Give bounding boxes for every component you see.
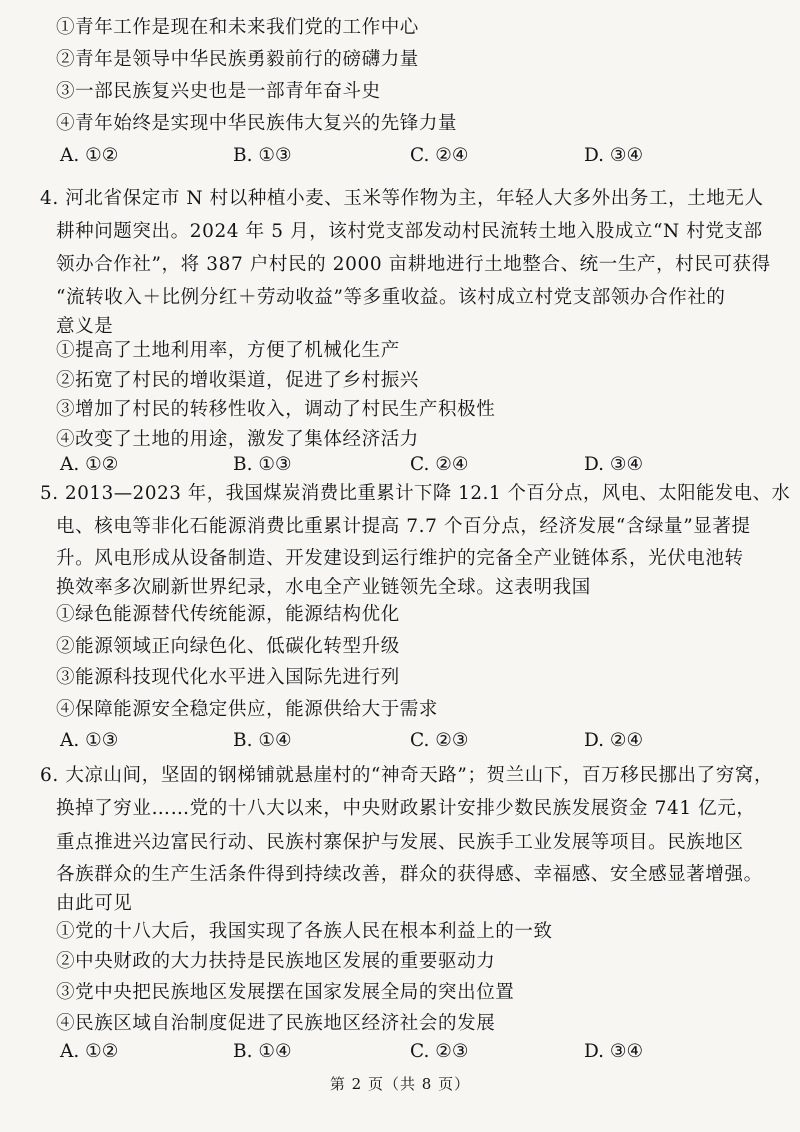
q6-text-line-4: 各族群众的生产生活条件得到持续改善，群众的获得感、幸福感、安全感显著增强。: [56, 864, 763, 885]
q4-text-line-4: “流转收入＋比例分红＋劳动收益”等多重收益。该村成立村党支部领办合作社的: [56, 287, 726, 308]
q5-statement-1: ①绿色能源替代传统能源，能源结构优化: [56, 604, 400, 625]
q4-statement-3: ③增加了村民的转移性收入，调动了村民生产积极性: [56, 399, 496, 420]
q3-choice-a: A. ①②: [60, 145, 119, 166]
q6-choice-a: A. ①②: [60, 1041, 119, 1062]
q5-choice-b: B. ①④: [233, 730, 292, 751]
q4-text-line-1: 4. 河北省保定市 N 村以种植小麦、玉米等作物为主，年轻人大多外出务工，土地无人: [40, 188, 764, 209]
q5-text-line-4: 换效率多次刷新世界纪录，水电全产业链领先全球。这表明我国: [56, 577, 591, 598]
q5-text-line-2: 电、核电等非化石能源消费比重累计提高 7.7 个百分点，经济发展“含绿量”显著提: [56, 516, 751, 537]
q5-statement-4: ④保障能源安全稳定供应，能源供给大于需求: [56, 699, 439, 720]
page-footer: 第 2 页（共 8 页）: [329, 1075, 471, 1093]
q4-choice-c: C. ②④: [410, 454, 469, 475]
q4-text-line-5: 意义是: [56, 316, 114, 337]
q3-statement-4: ④青年始终是实现中华民族伟大复兴的先锋力量: [56, 113, 458, 134]
q3-statement-3: ③一部民族复兴史也是一部青年奋斗史: [56, 81, 381, 102]
q6-text-line-2: 换掉了穷业……党的十八大以来，中央财政累计安排少数民族发展资金 741 亿元，: [56, 798, 756, 819]
q4-text-line-3: 领办合作社”，将 387 户村民的 2000 亩耕地进行土地整合、统一生产，村民可获得: [56, 254, 771, 275]
q4-choice-b: B. ①③: [233, 454, 292, 475]
q5-text-line-3: 升。风电形成从设备制造、开发建设到运行维护的完备全产业链体系，光伏电池转: [56, 548, 744, 569]
q6-statement-2: ②中央财政的大力扶持是民族地区发展的重要驱动力: [56, 951, 496, 972]
q5-statement-3: ③能源科技现代化水平进入国际先进行列: [56, 667, 400, 688]
q3-choice-b: B. ①③: [233, 145, 292, 166]
q6-choice-c: C. ②③: [410, 1041, 469, 1062]
q4-choice-d: D. ③④: [584, 454, 644, 475]
q3-statement-1: ①青年工作是现在和未来我们党的工作中心: [56, 17, 419, 38]
q5-text-line-1: 5. 2013—2023 年，我国煤炭消费比重累计下降 12.1 个百分点，风电、太阳能发电、水: [40, 483, 791, 504]
q4-statement-4: ④改变了土地的用途，激发了集体经济活力: [56, 429, 419, 450]
q5-choice-a: A. ①③: [60, 730, 119, 751]
q5-statement-2: ②能源领域正向绿色化、低碳化转型升级: [56, 636, 400, 657]
q4-text-line-2: 耕种问题突出。2024 年 5 月，该村党支部发动村民流转土地入股成立“N 村党支部: [56, 221, 763, 242]
q6-choice-b: B. ①④: [233, 1041, 292, 1062]
q6-text-line-5: 由此可见: [56, 893, 133, 914]
q4-choice-a: A. ①②: [60, 454, 119, 475]
q4-statement-2: ②拓宽了村民的增收渠道，促进了乡村振兴: [56, 370, 419, 391]
q3-choice-d: D. ③④: [584, 145, 644, 166]
q6-statement-3: ③党中央把民族地区发展摆在国家发展全局的突出位置: [56, 982, 515, 1003]
q3-choice-c: C. ②④: [410, 145, 469, 166]
q4-statement-1: ①提高了土地利用率，方便了机械化生产: [56, 340, 400, 361]
q5-choice-d: D. ②④: [584, 730, 644, 751]
q6-text-line-1: 6. 大凉山间，坚固的钢梯铺就悬崖村的“神奇天路”；贺兰山下，百万移民挪出了穷窝，: [40, 765, 774, 786]
q6-text-line-3: 重点推进兴边富民行动、民族村寨保护与发展、民族手工业发展等项目。民族地区: [56, 832, 744, 853]
q5-choice-c: C. ②③: [410, 730, 469, 751]
q6-choice-d: D. ③④: [584, 1041, 644, 1062]
q6-statement-1: ①党的十八大后，我国实现了各族人民在根本利益上的一致: [56, 921, 553, 942]
q6-statement-4: ④民族区域自治制度促进了民族地区经济社会的发展: [56, 1013, 496, 1034]
q3-statement-2: ②青年是领导中华民族勇毅前行的磅礴力量: [56, 49, 419, 70]
